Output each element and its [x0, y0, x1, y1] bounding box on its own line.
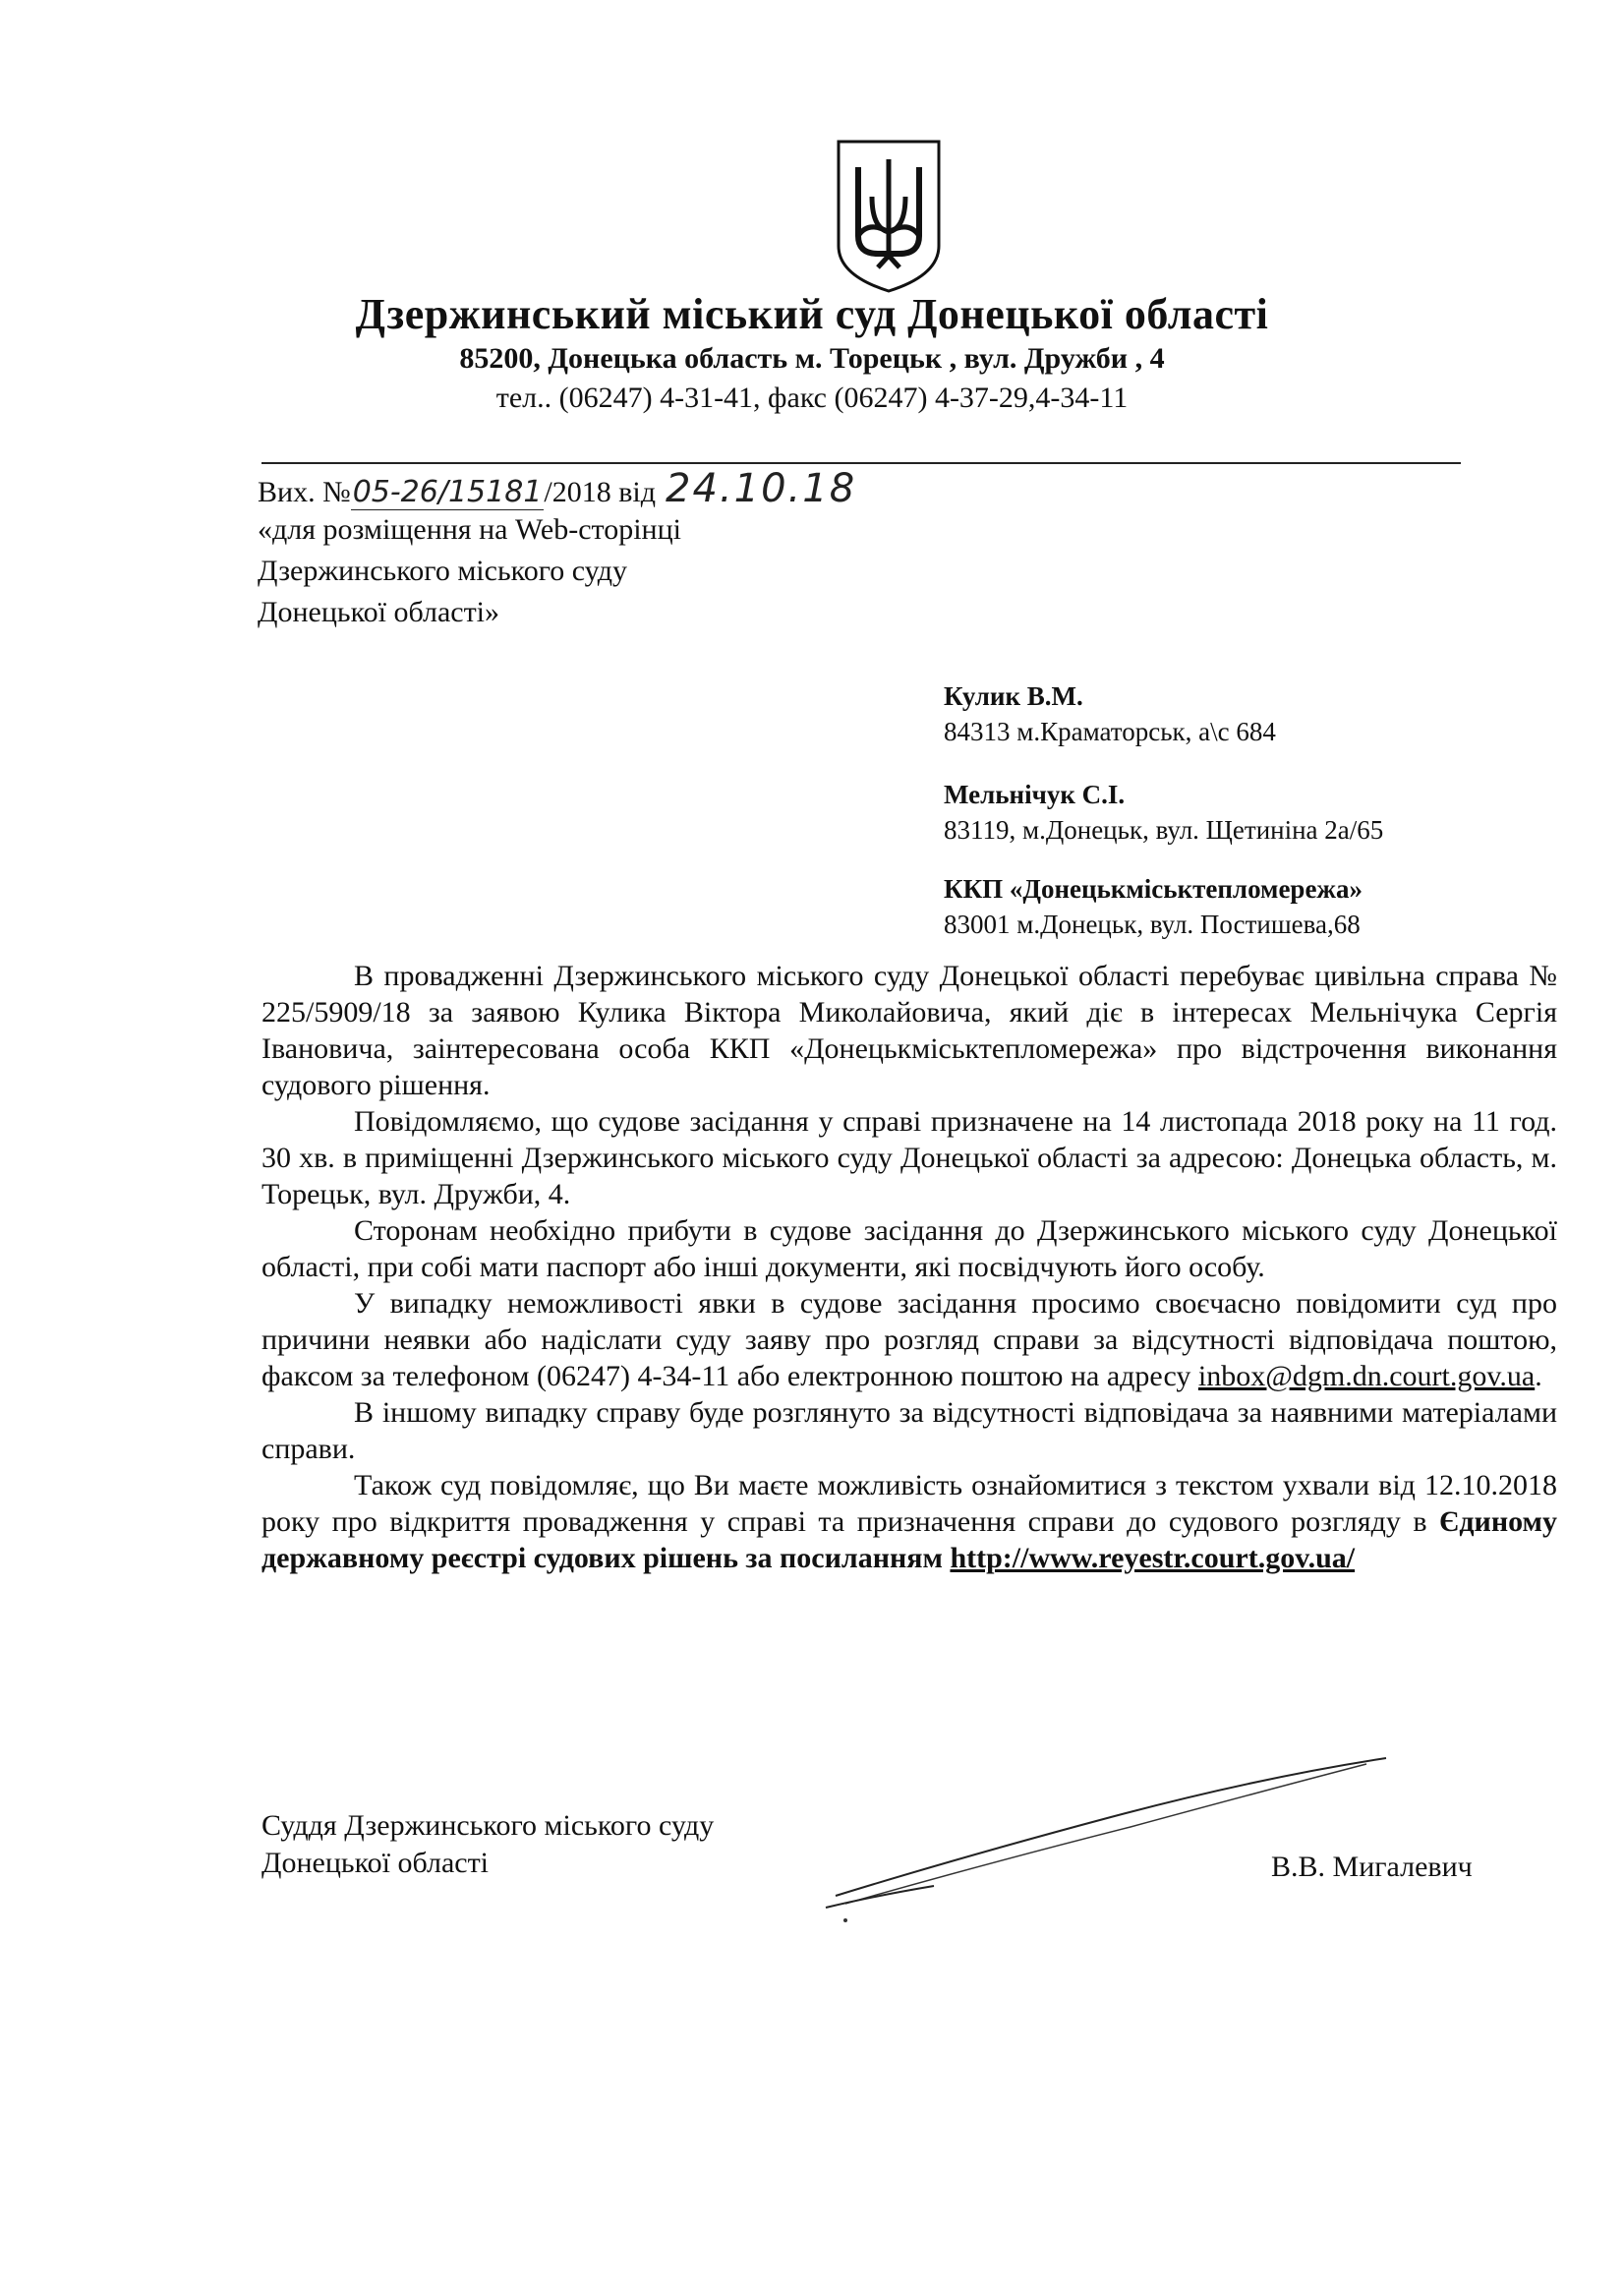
signer-title-line: Донецької області [261, 1847, 490, 1879]
signer-title [261, 1807, 714, 1882]
header-divider [261, 462, 1461, 464]
recipient-address: 83119, м.Донецьк, вул. Щетиніна 2а/65 [944, 815, 1384, 845]
recipient-name: Кулик В.М. [944, 681, 1083, 711]
body-text: У випадку неможливості явки в судове засідання просимо своєчасно повідомити суд про причини неявки або надіслати суду заяву про розгляд справи за відсутності відповідача поштою, факсом за телефоном (06247) 4-34-11 або електронною поштою на адресу [261, 1287, 1557, 1392]
outgoing-date-handwritten: 24.10.18 [666, 466, 857, 511]
registry-name: Єдиному державному реєстрі судових рішень за посиланням [261, 1505, 1557, 1574]
court-phones: тел.. (06247) 4-31-41, факс (06247) 4-37-29,4-34-11 [495, 382, 1129, 414]
handwritten-signature-icon [816, 1748, 1406, 1925]
registry-link[interactable]: http://www.reyestr.court.gov.ua/ [950, 1542, 1356, 1574]
body-paragraph: В провадженні Дзержинського міського суду Донецької області перебуває цивільна справа № 225/5909/18 за заявою Кулика Віктора Миколайовича, який діє в інтересах Мельнічука Сергія Івановича, заінтересована особа ККП «Донецькміськтепломережа» про відстрочення виконання судового рішення. [261, 960, 1557, 1101]
court-address: 85200, Донецька область м. Торецьк , вул. Дружби , 4 [459, 342, 1165, 375]
court-email-link[interactable]: inbox@dgm.dn.court.gov.ua [1197, 1360, 1536, 1392]
outgoing-prefix: Вих. № [258, 476, 351, 508]
signer-title-line: Суддя Дзержинського міського суду [261, 1809, 715, 1842]
body-paragraph: Сторонам необхідно прибути в судове засідання до Дзержинського міського суду Донецької області, при собі мати паспорт або інші документи, які посвідчують його особу. [261, 1214, 1557, 1283]
body-paragraph [261, 1285, 1557, 1394]
outgoing-number [258, 466, 856, 511]
web-note-line: «для розміщення на Web-сторінці [258, 513, 682, 546]
letter-body [261, 958, 1557, 1576]
recipient-block [944, 777, 1383, 848]
recipient-block [944, 871, 1363, 942]
coat-of-arms-icon [835, 138, 943, 295]
recipient-name: Мельнічук С.І. [944, 780, 1126, 809]
body-text: . [1535, 1360, 1542, 1392]
body-paragraph: В іншому випадку справу буде розглянуто за відсутності відповідача за наявними матеріалами справи. [261, 1396, 1557, 1465]
web-note-line: Дзержинського міського суду [258, 555, 628, 587]
recipient-address: 84313 м.Краматорськ, а\с 684 [944, 717, 1276, 746]
recipient-block [944, 678, 1276, 749]
recipient-name: ККП «Донецькміськтепломережа» [944, 874, 1363, 904]
body-paragraph: Повідомляємо, що судове засідання у справі призначене на 14 листопада 2018 року на 11 год. 30 хв. в приміщенні Дзержинського міського суду Донецької області за адресою: Донецька область, м. Торецьк, вул. Дружби, 4. [261, 1105, 1557, 1210]
web-note-line: Донецької області» [258, 596, 500, 628]
web-placement-note [258, 509, 681, 633]
judge-name: В.В. Мигалевич [1271, 1851, 1473, 1883]
outgoing-number-handwritten: 05-26/15181 [352, 475, 543, 509]
body-text: Також суд повідомляє, що Ви маєте можливість ознайомитися з текстом ухвали від 12.10.2018 року про відкриття провадження у справі та призначення справи до судового розгляду в [261, 1469, 1557, 1538]
body-paragraph [261, 1467, 1557, 1576]
recipient-address: 83001 м.Донецьк, вул. Постишева,68 [944, 910, 1361, 939]
outgoing-year: /2018 від [544, 476, 657, 508]
court-name: Дзержинський міський суд Донецької області [355, 290, 1269, 338]
